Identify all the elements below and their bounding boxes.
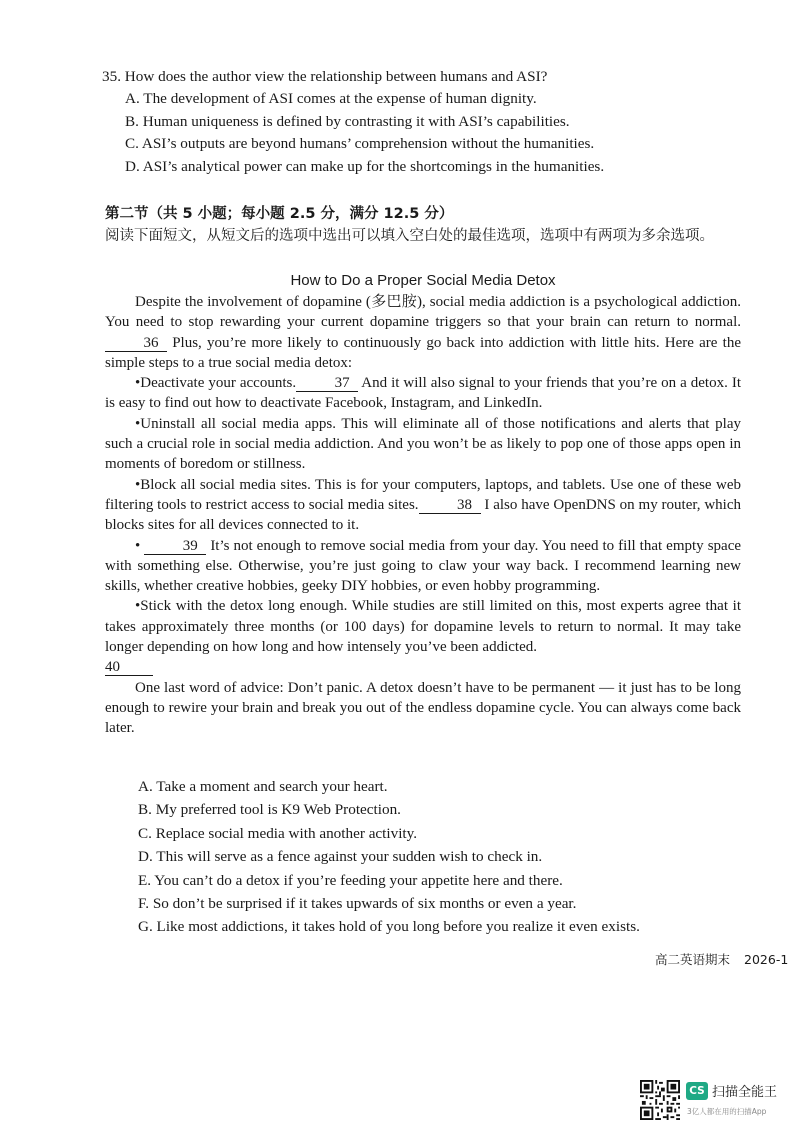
blank-40: 40: [105, 659, 153, 676]
option-c: C. ASI’s outputs are beyond humans’ comprehension without the humanities.: [125, 135, 595, 153]
paragraph-6: •Stick with the detox long enough. While studies are still limited on this, most experts agree that it takes approximately three months (or 100 days) for dopamine levels to return to normal. It may take longer depending on how long and how intensely you’ve been addicted.: [105, 598, 741, 656]
section-instruction: 阅读下面短文，从短文后的选项中选出可以填入空白处的最佳选项，选项中有两项为多余选项。: [105, 228, 714, 245]
option-e: E. You can’t do a detox if you’re feeding your appetite here and there.: [138, 871, 563, 889]
question-35: [102, 66, 741, 178]
paragraph-5: • 39 It’s not enough to remove social media from your day. You need to fill that empty space with something else. Otherwise, you’re just going to claw your way back. I recommend learning new skills, whether creative hobbies, geeky DIY hobbies, or even hobby programming.: [105, 537, 742, 595]
question-stem: 35. How does the author view the relationship between humans and ASI?: [102, 68, 548, 85]
option-a: A. Take a moment and search your heart.: [138, 778, 388, 795]
paragraph-blank-40: [105, 657, 741, 677]
page-code: 2026-1: [744, 952, 789, 967]
option-g: G. Like most addictions, it takes hold of you long before you realize it even exists.: [138, 918, 640, 936]
section-two: [105, 203, 741, 247]
paragraph-3: •Uninstall all social media apps. This will eliminate all of those notifications and alerts that play such a crucial role in social media addiction. And you won’t be as likely to pop one of those apps open in moments of boredom or stillness.: [105, 415, 741, 473]
option-a: A. The development of ASI comes at the expense of human dignity.: [125, 90, 537, 108]
option-d: D. ASI’s analytical power can make up for the shortcomings in the humanities.: [125, 157, 605, 175]
page-footer: [655, 950, 788, 968]
option-f: F. So don’t be surprised if it takes upwards of six months or even a year.: [138, 895, 577, 913]
option-c: C. Replace social media with another activity.: [138, 824, 418, 842]
paragraph-2: •Deactivate your accounts. 37 And it will also signal to your friends that you’re on a detox. It is easy to find out how to deactivate Facebook, Instagram, and LinkedIn.: [105, 375, 741, 412]
exam-name: 高二英语期末: [655, 952, 731, 967]
paragraph-7: One last word of advice: Don’t panic. A detox doesn’t have to be permanent — it just has to be long enough to rewire your brain and break you out of the endless dopamine cycle. You can always come back later.: [105, 679, 741, 737]
passage: [105, 292, 741, 739]
scanner-tagline: 3亿人都在用的扫描App: [687, 1107, 767, 1116]
option-b: B. Human uniqueness is defined by contrasting it with ASI’s capabilities.: [125, 112, 570, 130]
answer-options: [105, 775, 741, 939]
paragraph-4: •Block all social media sites. This is for your computers, laptops, and tablets. Use one of these web filtering tools to restrict access to social media sites. 38 I also have OpenDNS on my router, which blocks sites for all devices connected to it.: [105, 476, 741, 534]
camscanner-logo-icon: CS: [686, 1082, 708, 1100]
paragraph-1: Despite the involvement of dopamine (多巴胺), social media addiction is a psychological addiction. You need to stop rewarding your current dopamine triggers so that your brain can return to normal.36 Plus, you’re more likely to continuously go back into addiction with little hits. Here are the simple steps to a true social media detox:: [105, 294, 741, 371]
option-d: D. This will serve as a fence against your sudden wish to check in.: [138, 848, 543, 866]
blank-36: 36: [105, 335, 167, 352]
section-title: 第二节（共 5 小题；每小题 2.5 分，满分 12.5 分）: [105, 206, 454, 222]
qr-code-icon: [640, 1080, 680, 1120]
option-b: B. My preferred tool is K9 Web Protection.: [138, 801, 401, 819]
blank-37: 37: [296, 375, 358, 392]
blank-38: 38: [419, 497, 481, 514]
blank-39: 39: [144, 538, 206, 555]
scanner-brand: 扫描全能王: [712, 1085, 778, 1100]
passage-title: How to Do a Proper Social Media Detox: [290, 272, 556, 289]
